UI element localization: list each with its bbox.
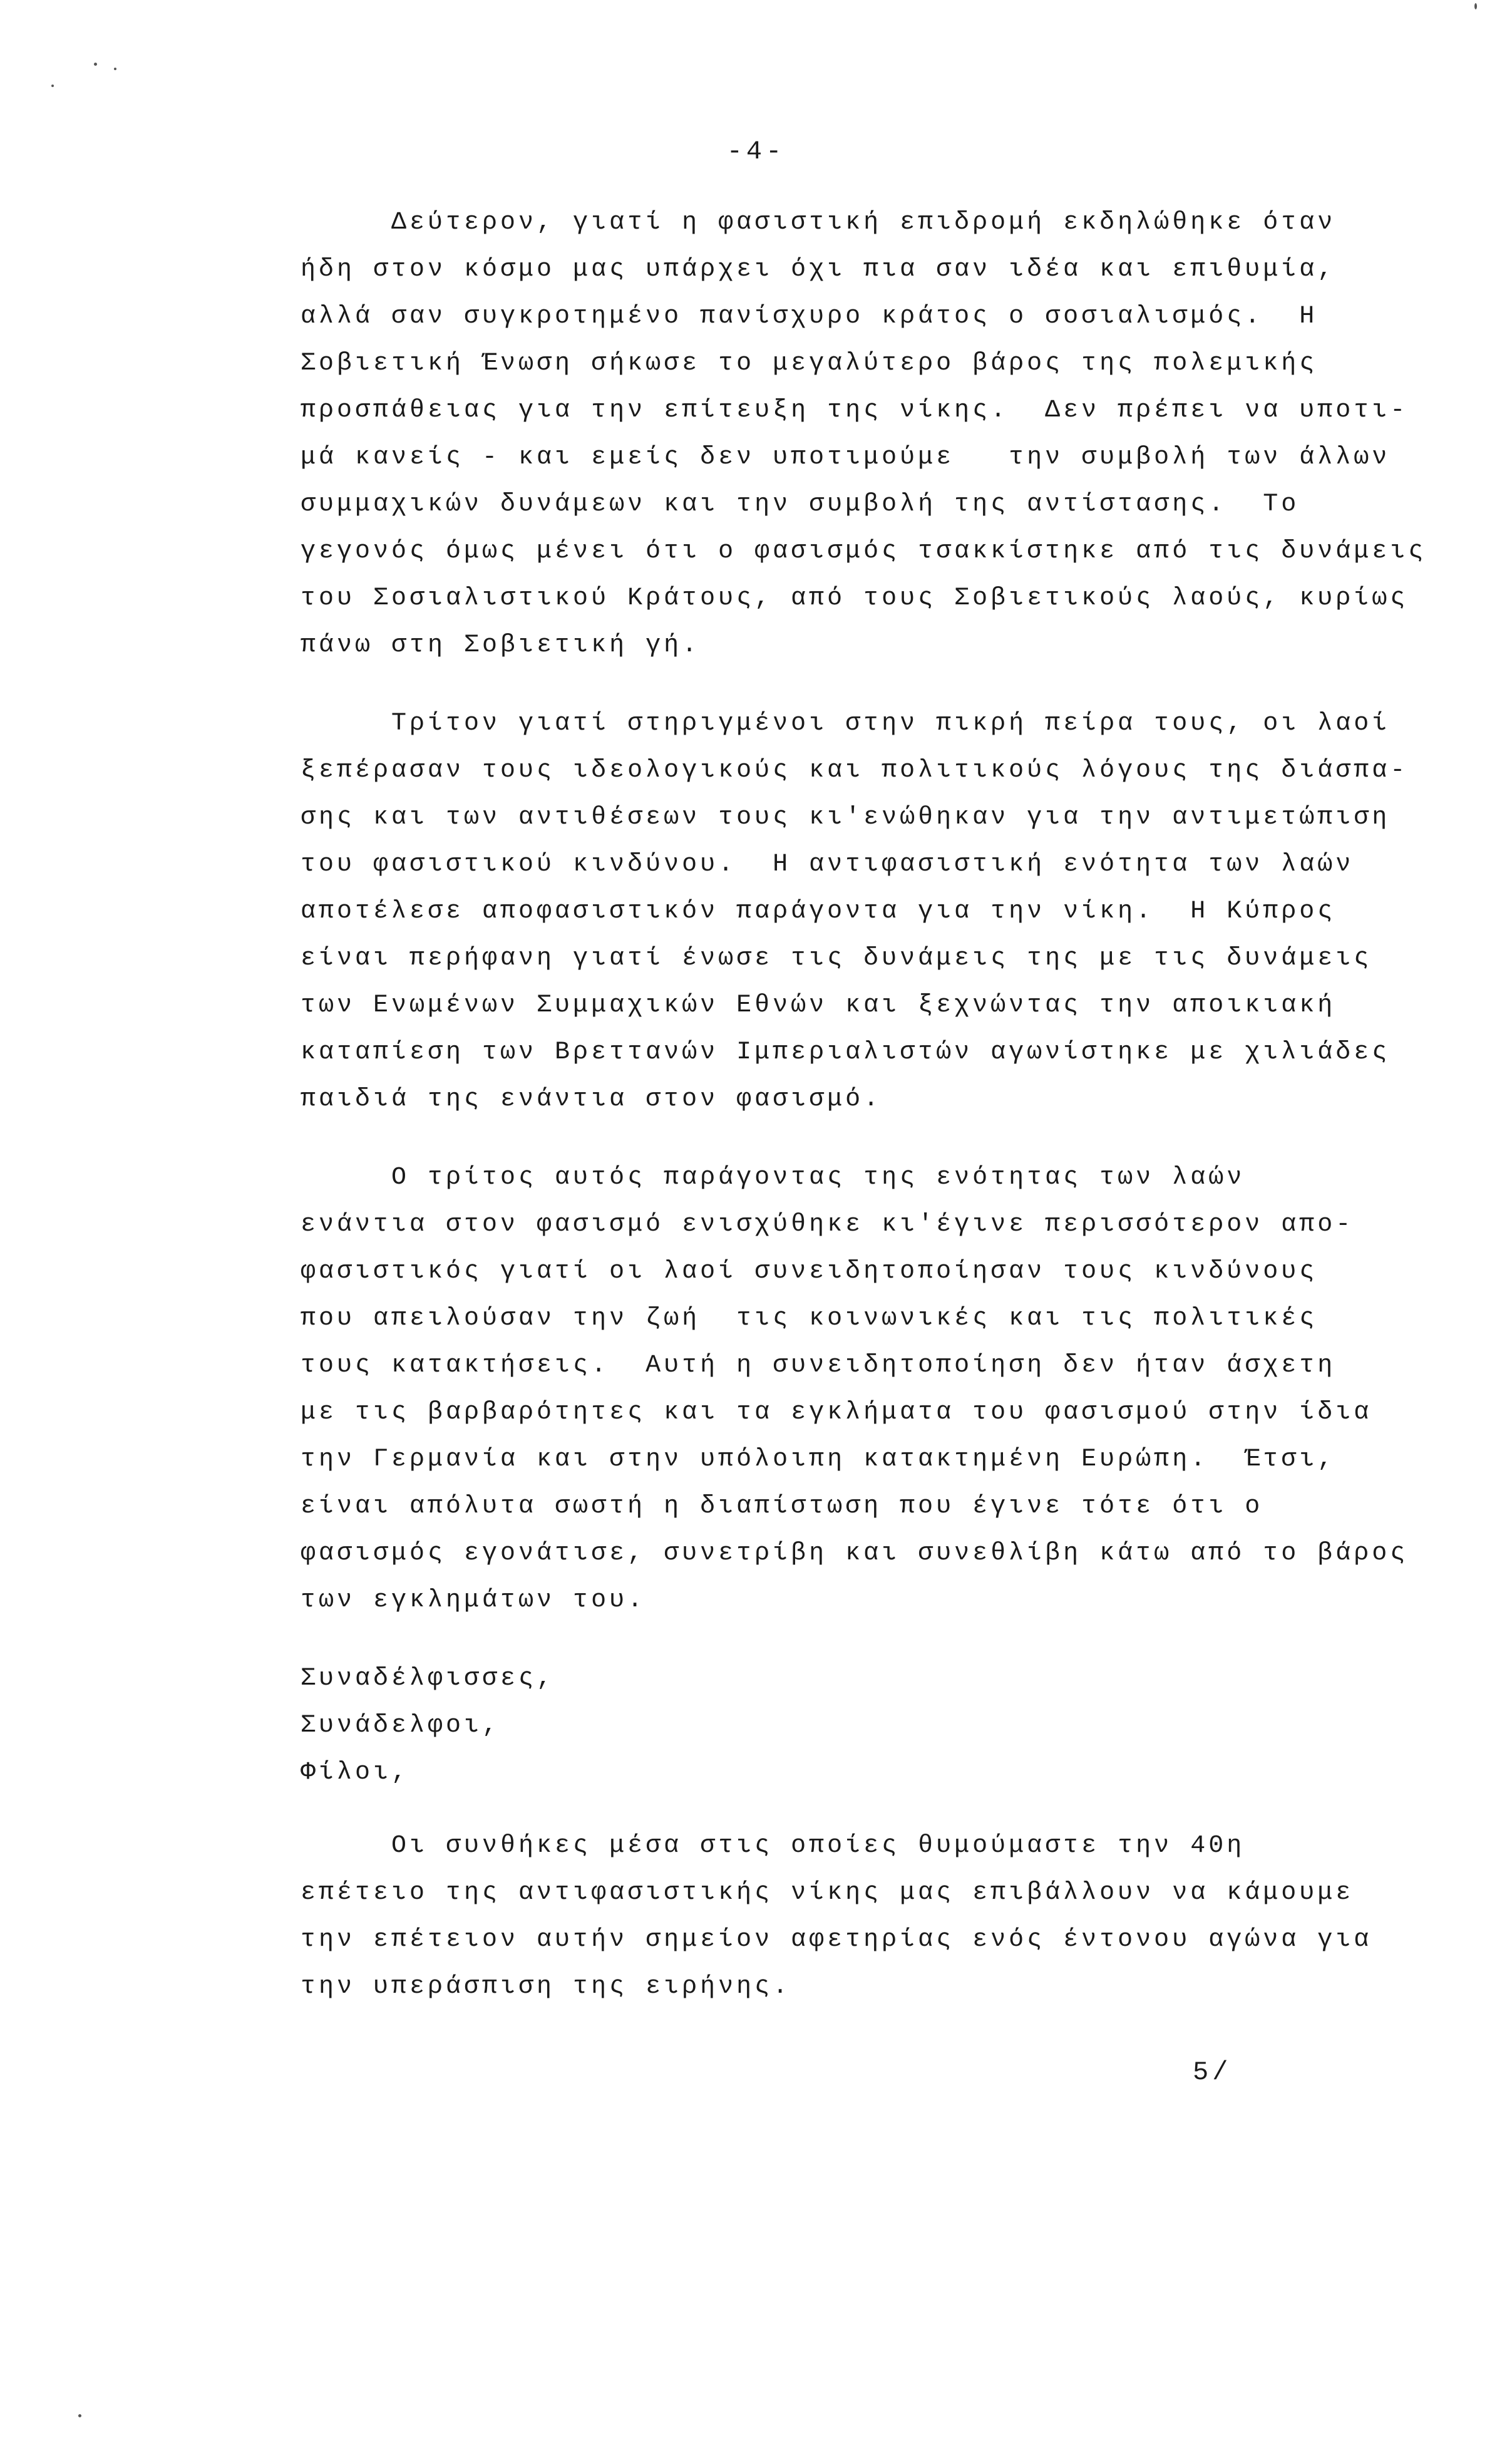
page-number: -4- xyxy=(726,137,786,167)
paragraph-third-reason xyxy=(301,700,1490,1123)
text-line: φασιστικός γιατί οι λαοί συνειδητοποίησαν τους κινδύνους xyxy=(301,1258,1318,1286)
text-line: του Σοσιαλιστικού Κράτους, από τους Σοβιετικούς λαούς, κυρίως xyxy=(301,584,1409,612)
text-line: των εγκλημάτων του. xyxy=(301,1586,646,1614)
scan-speck xyxy=(114,68,116,70)
text-line: Οι συνθήκες μέσα στις οποίες θυμούμαστε την 40η xyxy=(301,1832,1245,1860)
text-line: ήδη στον κόσμο μας υπάρχει όχι πια σαν ιδέα και επιθυμία, xyxy=(301,256,1336,284)
salutation-line: Φίλοι, xyxy=(301,1759,410,1787)
text-line: που απειλούσαν την ζωή τις κοινωνικές και τις πολιτικές xyxy=(301,1304,1318,1333)
text-line: σης και των αντιθέσεων τους κι'ενώθηκαν για την αντιμετώπιση xyxy=(301,803,1391,832)
text-line: αλλά σαν συγκροτημένο πανίσχυρο κράτος ο σοσιαλισμός. Η xyxy=(301,302,1318,331)
text-line: Σοβιετική Ένωση σήκωσε το μεγαλύτερο βάρος της πολεμικής xyxy=(301,349,1318,378)
text-line: καταπίεση των Βρεττανών Ιμπεριαλιστών αγωνίστηκε με χιλιάδες xyxy=(301,1038,1391,1067)
salutation xyxy=(301,1655,1490,1796)
continuation-marker: 5/ xyxy=(1193,2057,1232,2087)
text-line: την επέτειον αυτήν σημείον αφετηρίας ενός έντονου αγώνα για xyxy=(301,1926,1372,1954)
scan-speck xyxy=(94,63,97,66)
text-line: ξεπέρασαν τους ιδεολογικούς και πολιτικούς λόγους της διάσπα- xyxy=(301,757,1409,785)
text-line: ενάντια στον φασισμό ενισχύθηκε κι'έγινε περισσότερον απο- xyxy=(301,1211,1354,1239)
text-line: Ο τρίτος αυτός παράγοντας της ενότητας των λαών xyxy=(301,1164,1245,1192)
text-line: συμμαχικών δυνάμεων και την συμβολή της αντίστασης. Το xyxy=(301,490,1300,519)
paragraph-third-factor xyxy=(301,1154,1490,1624)
text-line: προσπάθειας για την επίτευξη της νίκης. Δεν πρέπει να υποτι- xyxy=(301,396,1409,425)
text-line: Τρίτον γιατί στηριγμένοι στην πικρή πείρα τους, οι λαοί xyxy=(301,710,1391,738)
scan-speck xyxy=(1474,3,1477,9)
text-line: των Ενωμένων Συμμαχικών Εθνών και ξεχνώντας την αποικιακή xyxy=(301,991,1336,1020)
text-line: επέτειο της αντιφασιστικής νίκης μας επιβάλλουν να κάμουμε xyxy=(301,1879,1354,1907)
paragraph-closing xyxy=(301,1822,1490,2010)
scan-speck xyxy=(78,2414,81,2417)
text-line: μά κανείς - και εμείς δεν υποτιμούμε την συμβολή των άλλων xyxy=(301,443,1391,472)
paragraph-second-reason xyxy=(301,199,1490,669)
text-line: του φασιστικού κινδύνου. Η αντιφασιστική ενότητα των λαών xyxy=(301,850,1354,879)
text-line: την υπεράσπιση της ειρήνης. xyxy=(301,1973,791,2001)
text-line: είναι περήφανη γιατί ένωσε τις δυνάμεις της με τις δυνάμεις xyxy=(301,944,1372,973)
text-line: Δεύτερον, γιατί η φασιστική επιδρομή εκδηλώθηκε όταν xyxy=(301,209,1336,237)
text-line: παιδιά της ενάντια στον φασισμό. xyxy=(301,1085,882,1113)
text-line: αποτέλεσε αποφασιστικόν παράγοντα για την νίκη. Η Κύπρος xyxy=(301,897,1336,926)
document-body xyxy=(301,199,1490,2042)
text-line: πάνω στη Σοβιετική γή. xyxy=(301,631,701,659)
salutation-line: Συναδέλφισσες, xyxy=(301,1665,555,1693)
text-line: τους κατακτήσεις. Αυτή η συνειδητοποίηση δεν ήταν άσχετη xyxy=(301,1351,1336,1380)
scan-speck xyxy=(51,85,54,87)
text-line: είναι απόλυτα σωστή η διαπίστωση που έγινε τότε ότι ο xyxy=(301,1492,1263,1521)
text-line: γεγονός όμως μένει ότι ο φασισμός τσακκίστηκε από τις δυνάμεις xyxy=(301,537,1427,566)
text-line: φασισμός εγονάτισε, συνετρίβη και συνεθλίβη κάτω από το βάρος xyxy=(301,1539,1409,1568)
text-line: την Γερμανία και στην υπόλοιπη κατακτημένη Ευρώπη. Έτσι, xyxy=(301,1445,1336,1474)
salutation-line: Συνάδελφοι, xyxy=(301,1712,501,1740)
text-line: με τις βαρβαρότητες και τα εγκλήματα του φασισμού στην ίδια xyxy=(301,1398,1372,1427)
